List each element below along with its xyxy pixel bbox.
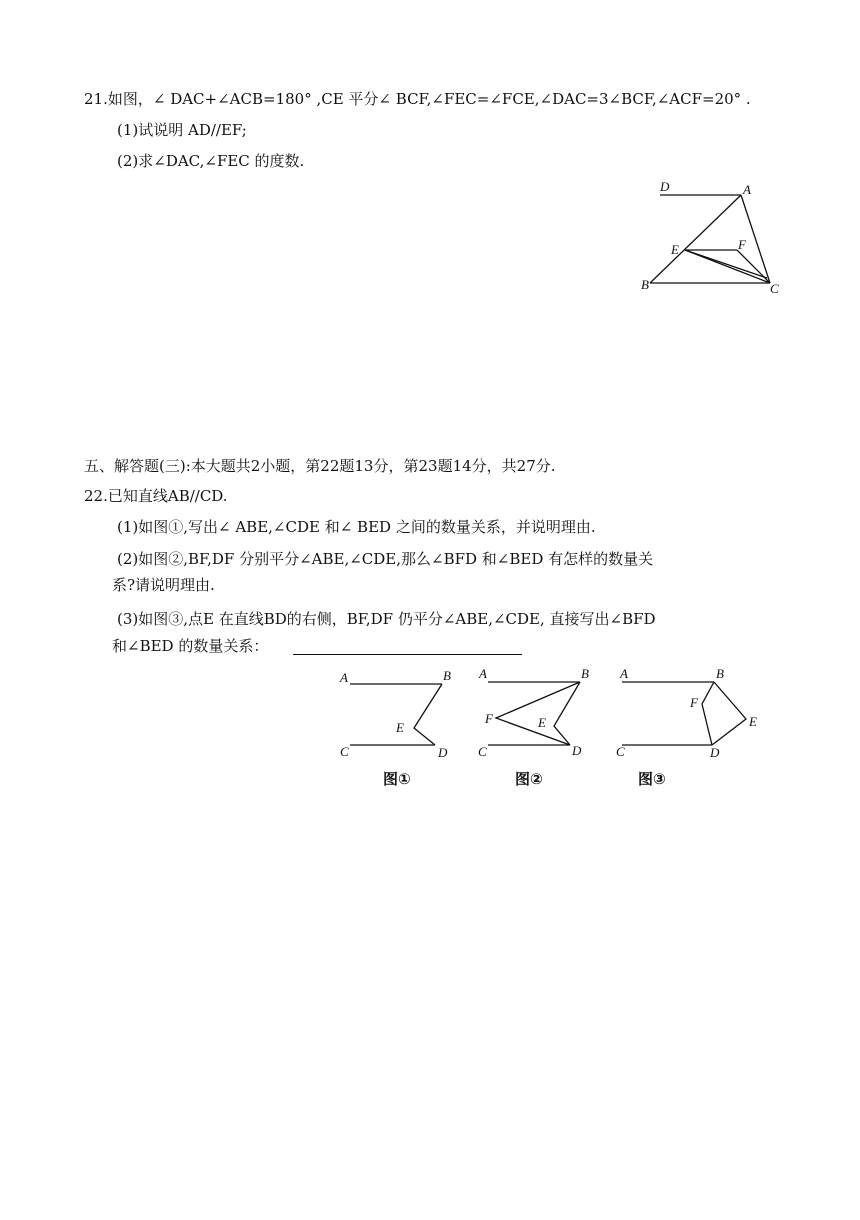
label-d: D xyxy=(710,745,720,760)
label-d: D xyxy=(660,179,670,194)
figure-2-caption: 图② xyxy=(515,770,543,788)
label-e: E xyxy=(396,720,404,735)
label-c: C xyxy=(770,281,779,296)
label-f: F xyxy=(690,695,698,710)
label-c: C xyxy=(340,744,349,759)
label-b: B xyxy=(443,668,451,683)
label-b: B xyxy=(581,666,589,681)
q22-figure-1 xyxy=(330,662,460,762)
broken-line-bed xyxy=(712,682,746,745)
label-a: A xyxy=(620,666,628,681)
label-e: E xyxy=(749,714,757,729)
label-e: E xyxy=(538,715,546,730)
segment-ec-2 xyxy=(685,250,767,278)
q22-part3-line2: 和∠BED 的数量关系： xyxy=(112,637,269,655)
q21-part1: (1)试说明 AD//EF; xyxy=(117,121,247,139)
label-d: D xyxy=(572,743,582,758)
figure-1-caption: 图① xyxy=(383,770,411,788)
q22-part2-line1: (2)如图②,BF,DF 分别平分∠ABE,∠CDE,那么∠BFD 和∠BED 有怎样的数量关 xyxy=(117,550,654,568)
q21-stem: 21.如图，∠ DAC+∠ACB=180° ,CE 平分∠ BCF,∠FEC=∠FCE,∠DAC=3∠BCF,∠ACF=20° . xyxy=(84,90,751,108)
label-a: A xyxy=(340,670,348,685)
label-f: F xyxy=(738,237,746,252)
broken-line-bfd xyxy=(496,682,580,745)
q22-part3-line1: (3)如图③,点E 在直线BD的右侧，BF,DF 仍平分∠ABE,∠CDE, 直接写出∠BFD xyxy=(117,610,656,628)
label-c: C xyxy=(478,744,487,759)
answer-blank xyxy=(293,654,522,655)
broken-line-bfd xyxy=(702,682,714,745)
q22-part1: (1)如图①,写出∠ ABE,∠CDE 和∠ BED 之间的数量关系，并说明理由. xyxy=(117,518,596,536)
label-f: F xyxy=(485,711,493,726)
label-c: C xyxy=(616,744,625,759)
broken-line-bed xyxy=(414,684,442,745)
label-a: A xyxy=(479,666,487,681)
label-d: D xyxy=(438,745,448,760)
q22-part2-line2: 系?请说明理由. xyxy=(112,576,215,594)
segment-ab xyxy=(650,195,741,283)
section-heading: 五、解答题(三):本大题共2小题，第22题13分，第23题14分，共27分. xyxy=(84,457,556,475)
figure-3-caption: 图③ xyxy=(638,770,666,788)
q21-figure xyxy=(630,175,790,300)
q22-stem: 22.已知直线AB//CD. xyxy=(84,487,228,505)
label-b: B xyxy=(716,666,724,681)
q22-figure-2 xyxy=(470,662,600,762)
q22-figure-3 xyxy=(608,662,768,762)
q21-part2: (2)求∠DAC,∠FEC 的度数. xyxy=(117,152,305,170)
label-b: B xyxy=(641,277,649,292)
label-a: A xyxy=(743,182,751,197)
label-e: E xyxy=(671,242,679,257)
